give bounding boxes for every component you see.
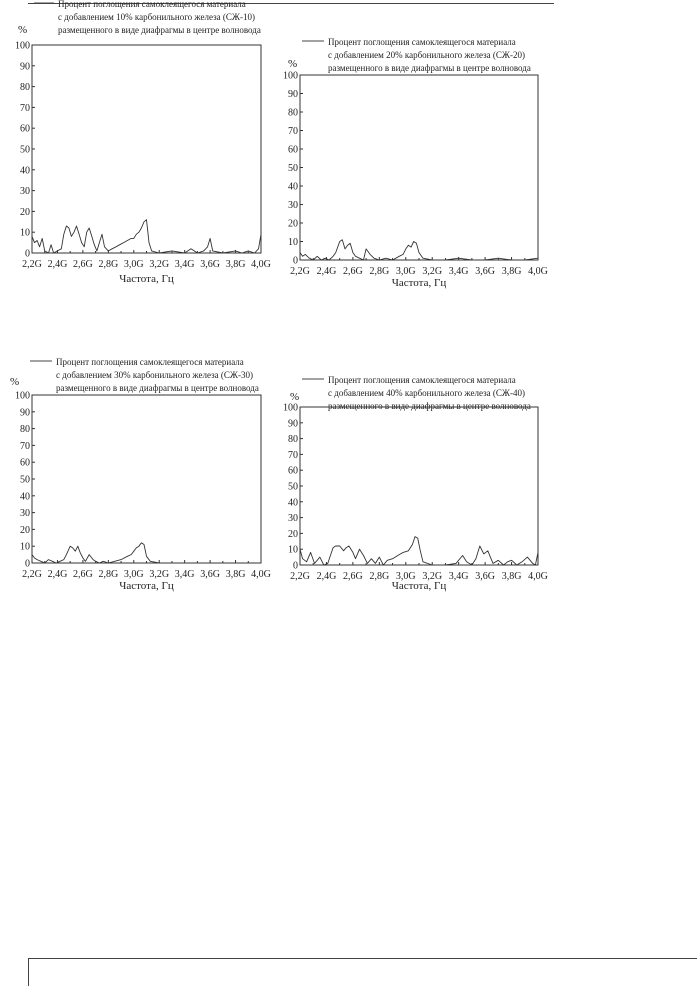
x-tick-label: 3,2G (149, 569, 170, 580)
y-tick-label: 50 (288, 163, 298, 174)
y-axis-label: % (290, 391, 300, 403)
x-tick-label: 3,4G (448, 266, 469, 277)
y-axis-label: % (18, 24, 28, 36)
y-tick-label: 40 (20, 491, 30, 503)
legend-line-2: с добавлением 10% карбонильного железа (СЖ-10) (58, 12, 255, 22)
y-tick-label: 60 (20, 457, 30, 469)
y-tick-label: 50 (20, 144, 30, 156)
y-tick-label: 90 (20, 407, 30, 419)
legend-line-1: Процент поглощения самоклеящегося материала (56, 357, 244, 367)
y-tick-label: 80 (20, 82, 30, 94)
legend-line-3: размещенного в виде диафрагмы в центре волновода (328, 401, 531, 411)
bottom-left-rule (28, 958, 29, 986)
x-tick-label: 3,4G (174, 569, 195, 580)
x-tick-label: 2,4G (47, 259, 68, 270)
x-tick-label: 3,4G (448, 571, 469, 582)
x-tick-label: 2,2G (22, 569, 42, 580)
x-tick-label: 3,6G (475, 571, 495, 582)
x-tick-label: 2,4G (47, 569, 68, 580)
legend-line-1: Процент поглощения самоклеящегося материала (328, 37, 516, 47)
y-axis-label: % (10, 376, 20, 388)
y-tick-label: 70 (288, 126, 298, 137)
x-tick-label: 3,8G (225, 569, 246, 580)
x-tick-label: 3,0G (123, 569, 144, 580)
y-tick-label: 50 (288, 481, 298, 493)
chart-sg40 (280, 370, 560, 600)
y-tick-label: 40 (288, 497, 298, 509)
x-tick-label: 2,2G (22, 259, 42, 270)
x-axis-label: Частота, Гц (391, 277, 447, 289)
y-tick-label: 20 (20, 206, 30, 218)
y-tick-label: 100 (283, 70, 298, 82)
y-tick-label: 100 (283, 402, 298, 414)
y-tick-label: 0 (293, 560, 298, 572)
y-tick-label: 30 (288, 513, 298, 525)
x-tick-label: 2,4G (316, 571, 337, 582)
plot-frame (32, 395, 261, 563)
y-tick-label: 30 (288, 200, 298, 211)
y-tick-label: 100 (15, 40, 30, 52)
x-tick-label: 3,8G (501, 266, 522, 277)
x-tick-label: 2,6G (73, 569, 93, 580)
legend-line-1: Процент поглощения самоклеящегося материала (58, 0, 246, 9)
x-tick-label: 4,0G (528, 266, 548, 277)
y-tick-label: 60 (288, 144, 298, 156)
x-tick-label: 2,2G (290, 266, 310, 277)
x-tick-label: 3,8G (501, 571, 522, 582)
x-tick-label: 2,6G (343, 266, 363, 277)
y-tick-label: 50 (20, 474, 30, 486)
y-tick-label: 20 (288, 528, 298, 540)
y-tick-label: 90 (20, 61, 30, 73)
x-tick-label: 2,8G (369, 266, 390, 277)
x-tick-label: 3,8G (225, 259, 246, 270)
x-tick-label: 2,6G (343, 571, 363, 582)
x-tick-label: 3,0G (395, 571, 416, 582)
chart-sg10 (0, 0, 290, 300)
x-tick-label: 3,2G (149, 259, 170, 270)
bottom-rule (28, 958, 697, 959)
x-tick-label: 2,4G (316, 266, 337, 277)
x-tick-label: 3,4G (174, 259, 195, 270)
legend-line-2: с добавлением 20% карбонильного железа (СЖ-20) (328, 50, 525, 60)
y-tick-label: 10 (20, 227, 30, 239)
y-tick-label: 80 (288, 434, 298, 446)
chart-sg30 (0, 355, 290, 600)
legend-line-2: с добавлением 30% карбонильного железа (СЖ-30) (56, 370, 253, 380)
y-tick-label: 20 (20, 524, 30, 536)
plot-frame (300, 75, 538, 260)
legend-line-3: размещенного в виде диафрагмы в центре волновода (328, 63, 531, 73)
y-tick-label: 90 (288, 418, 298, 430)
y-tick-label: 40 (20, 165, 30, 177)
x-tick-label: 2,8G (369, 571, 390, 582)
y-tick-label: 90 (288, 89, 298, 100)
x-tick-label: 3,6G (200, 569, 220, 580)
absorption-series-line (300, 240, 538, 260)
x-tick-label: 2,8G (98, 569, 119, 580)
y-tick-label: 0 (293, 255, 298, 267)
legend-line-2: с добавлением 40% карбонильного железа (СЖ-40) (328, 388, 525, 398)
x-tick-label: 2,6G (73, 259, 93, 270)
x-tick-label: 4,0G (251, 569, 271, 580)
y-tick-label: 10 (288, 237, 298, 248)
x-tick-label: 3,2G (422, 266, 443, 277)
plot-frame (300, 407, 538, 565)
x-tick-label: 3,0G (395, 266, 416, 277)
x-tick-label: 4,0G (251, 259, 271, 270)
x-axis-label: Частота, Гц (391, 580, 447, 592)
x-axis-label: Частота, Гц (119, 580, 174, 592)
x-tick-label: 3,2G (422, 571, 443, 582)
y-tick-label: 0 (25, 558, 30, 570)
x-tick-label: 3,6G (475, 266, 495, 277)
y-tick-label: 70 (20, 440, 30, 452)
y-tick-label: 60 (288, 465, 298, 477)
y-tick-label: 70 (288, 449, 298, 461)
legend-line-3: размещенного в виде диафрагмы в центре волновода (56, 383, 259, 393)
y-tick-label: 80 (288, 107, 298, 119)
y-tick-label: 20 (288, 218, 298, 230)
y-tick-label: 30 (20, 508, 30, 520)
x-axis-label: Частота, Гц (119, 273, 174, 285)
y-tick-label: 10 (288, 544, 298, 556)
absorption-series-line (32, 543, 261, 563)
y-tick-label: 100 (15, 390, 30, 402)
y-tick-label: 70 (20, 102, 30, 114)
x-tick-label: 2,8G (98, 259, 119, 270)
absorption-series-line (32, 220, 261, 253)
chart-sg20 (280, 30, 560, 300)
y-tick-label: 80 (20, 424, 30, 436)
x-tick-label: 3,0G (123, 259, 144, 270)
y-axis-label: % (288, 58, 298, 70)
y-tick-label: 0 (25, 248, 30, 260)
x-tick-label: 3,6G (200, 259, 220, 270)
absorption-series-line (300, 537, 538, 565)
legend-line-3: размещенного в виде диафрагмы в центре волновода (58, 25, 261, 35)
y-tick-label: 60 (20, 123, 30, 135)
y-tick-label: 30 (20, 186, 30, 198)
y-tick-label: 10 (20, 541, 30, 553)
legend-line-1: Процент поглощения самоклеящегося материала (328, 375, 516, 385)
x-tick-label: 2,2G (290, 571, 310, 582)
y-tick-label: 40 (288, 181, 298, 193)
x-tick-label: 4,0G (528, 571, 548, 582)
